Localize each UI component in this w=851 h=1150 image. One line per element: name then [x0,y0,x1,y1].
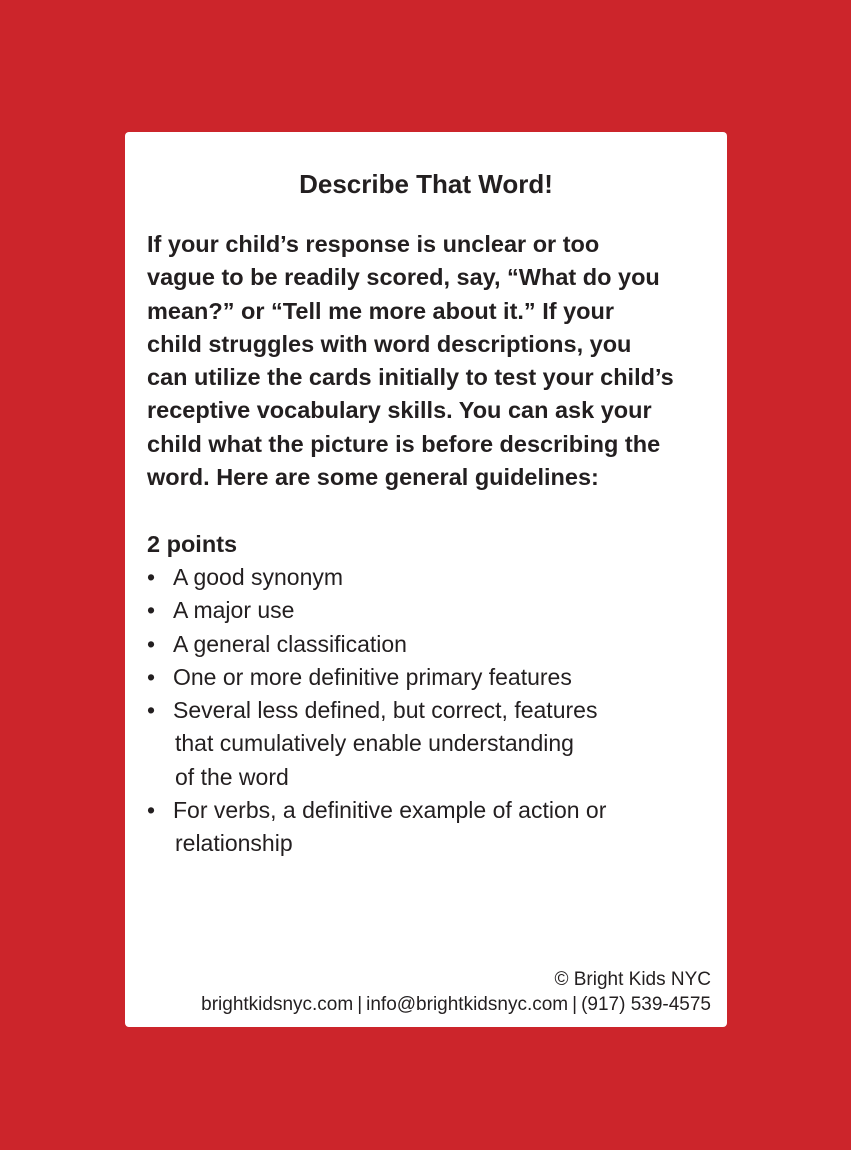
bullet-icon: • [147,663,156,690]
list-item [147,794,722,861]
points-heading: 2 points [147,531,238,557]
bullet-icon: • [147,597,156,624]
list-item-text: of the word [175,763,289,790]
list-item-text: A general classification [173,630,407,657]
bullet-icon: • [147,697,156,724]
intro-paragraph [147,228,722,494]
email-link[interactable]: info@brightkidsnyc.com [366,994,569,1015]
intro-line: mean?” or “Tell me more about it.” If your [147,297,615,324]
list-item [147,561,722,594]
intro-line: can utilize the cards initially to test your child’s [147,364,674,391]
card [125,132,727,1027]
footer [201,967,711,1017]
list-item [147,694,722,794]
intro-line: word. Here are some general guidelines: [147,464,599,491]
list-item-text: relationship [175,830,293,857]
separator: | [572,994,578,1015]
intro-line: If your child’s response is unclear or too [147,231,600,257]
contact-line [201,992,711,1017]
list-item [147,594,722,627]
list-item [147,628,722,661]
website-link[interactable]: brightkidsnyc.com [201,994,354,1015]
copyright: © Bright Kids NYC [554,969,711,990]
intro-line: child struggles with word descriptions, you [147,330,632,357]
phone-number: (917) 539-4575 [581,994,711,1015]
intro-line: child what the picture is before describing the [147,430,661,457]
list-item [147,661,722,694]
list-item-text: that cumulatively enable understanding [175,730,574,757]
list-item-text: A major use [173,597,295,624]
intro-line: vague to be readily scored, say, “What do you [147,264,660,291]
list-item-text: A good synonym [173,564,344,590]
guidelines-list [147,561,722,861]
bullet-icon: • [147,564,156,590]
intro-line: receptive vocabulary skills. You can ask your [147,397,652,424]
separator: | [357,994,363,1015]
bullet-icon: • [147,797,156,824]
card-title: Describe That Word! [299,169,553,199]
list-item-text: For verbs, a definitive example of action or [173,797,607,824]
list-item-text: Several less defined, but correct, features [173,697,598,724]
list-item-text: One or more definitive primary features [173,663,572,690]
bullet-icon: • [147,630,156,657]
